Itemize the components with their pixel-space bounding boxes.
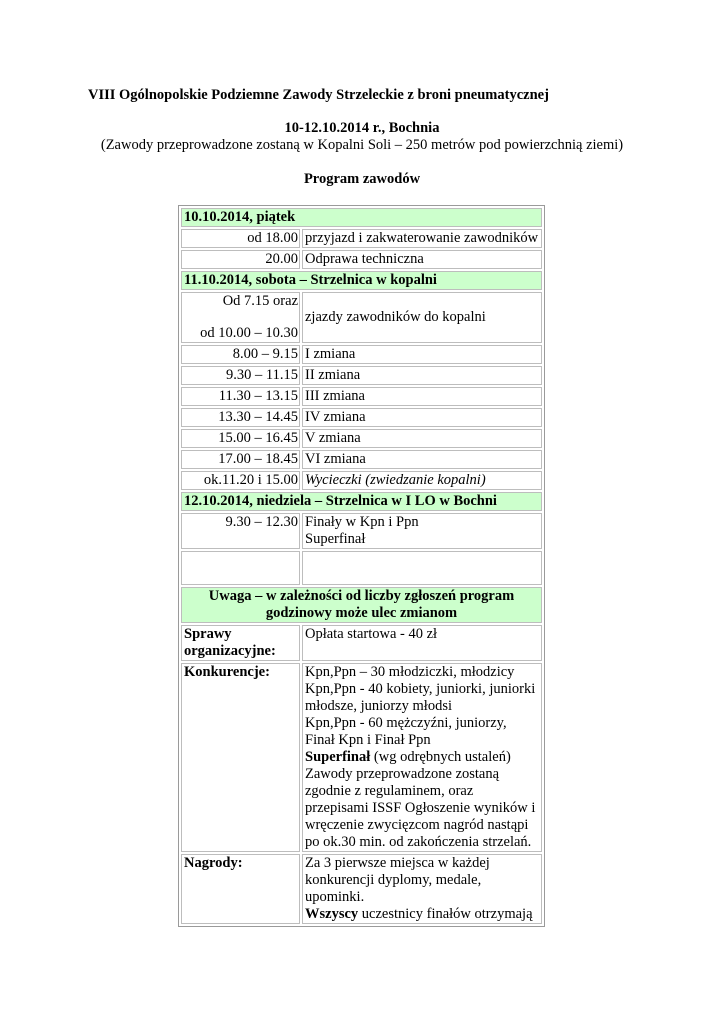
schedule-table: [178, 205, 545, 927]
awards-line: [305, 906, 540, 923]
superfinal-label: Superfinał: [305, 749, 371, 765]
description-cell: V zmiana: [302, 429, 542, 448]
table-row: [181, 625, 542, 661]
description-cell: Wycieczki (zwiedzanie kopalni): [302, 471, 542, 490]
description-line: Finały w Kpn i Ppn: [305, 514, 419, 530]
superfinal-line: [305, 749, 540, 766]
time-cell: 9.30 – 12.30: [181, 513, 300, 549]
description-cell: VI zmiana: [302, 450, 542, 469]
competition-line: Kpn,Ppn – 30 młodziczki, młodzicy: [305, 664, 515, 680]
empty-cell: [302, 551, 542, 585]
time-cell: 15.00 – 16.45: [181, 429, 300, 448]
time-cell: 9.30 – 11.15: [181, 366, 300, 385]
description-cell: zjazdy zawodników do kopalni: [302, 292, 542, 343]
description-cell: II zmiana: [302, 366, 542, 385]
description-cell: [302, 513, 542, 549]
competition-line: Kpn,Ppn - 60 mężczyźni, juniorzy,: [305, 715, 507, 731]
time-cell: 8.00 – 9.15: [181, 345, 300, 364]
day3-header: 12.10.2014, niedziela – Strzelnica w I LO w Bochni: [181, 492, 542, 511]
time-cell: 17.00 – 18.45: [181, 450, 300, 469]
table-row: [181, 854, 542, 924]
notice-row: [181, 587, 542, 623]
superfinal-note: (wg odrębnych ustaleń): [370, 749, 511, 765]
time-cell: 20.00: [181, 250, 300, 269]
program-title: Program zawodów: [303, 171, 421, 187]
awards-label: Nagrody:: [181, 854, 300, 924]
day-header-row: [181, 271, 542, 290]
empty-cell: [181, 551, 300, 585]
awards-line: Za 3 pierwsze miejsca w każdej konkurencji dyplomy, medale, upominki.: [305, 855, 490, 905]
org-value: Opłata startowa - 40 zł: [302, 625, 542, 661]
time-line: Od 7.15 oraz: [222, 293, 298, 309]
competition-line: Finał Kpn i Finał Ppn: [305, 732, 431, 748]
description-cell: IV zmiana: [302, 408, 542, 427]
awards-emphasis: Wszyscy: [305, 906, 359, 922]
day2-header: 11.10.2014, sobota – Strzelnica w kopalni: [181, 271, 542, 290]
table-row: [181, 429, 542, 448]
description-line: Superfinał: [305, 531, 366, 547]
time-line: od 10.00 – 10.30: [200, 325, 298, 341]
description-cell: I zmiana: [302, 345, 542, 364]
time-cell: 13.30 – 14.45: [181, 408, 300, 427]
competition-line: Kpn,Ppn - 40 kobiety, juniorki, juniorki młodsze, juniorzy młodsi: [305, 681, 536, 714]
table-row: [181, 663, 542, 852]
description-cell: Odprawa techniczna: [302, 250, 542, 269]
table-row: [181, 250, 542, 269]
schedule-notice: Uwaga – w zależności od liczby zgłoszeń program godzinowy może ulec zmianom: [181, 587, 542, 623]
table-row: [181, 292, 542, 343]
org-label: Sprawy organizacyjne:: [181, 625, 300, 661]
time-cell: [181, 292, 300, 343]
description-cell: III zmiana: [302, 387, 542, 406]
table-row: [181, 408, 542, 427]
awards-value: [302, 854, 542, 924]
day-header-row: [181, 492, 542, 511]
time-cell: od 18.00: [181, 229, 300, 248]
event-note: (Zawody przeprowadzone zostaną w Kopalni Soli – 250 metrów pod powierzchnią ziemi): [100, 137, 624, 153]
event-dates: 10-12.10.2014 r., Bochnia: [284, 120, 440, 136]
competitions-value: [302, 663, 542, 852]
description-cell: przyjazd i zakwaterowanie zawodników: [302, 229, 542, 248]
day1-header: 10.10.2014, piątek: [181, 208, 542, 227]
empty-row: [181, 551, 542, 585]
table-row: [181, 450, 542, 469]
table-row: [181, 366, 542, 385]
document-title: VIII Ogólnopolskie Podziemne Zawody Strzeleckie z broni pneumatycznej: [88, 87, 549, 103]
day-header-row: [181, 208, 542, 227]
table-row: [181, 229, 542, 248]
time-cell: 11.30 – 13.15: [181, 387, 300, 406]
competitions-label: Konkurencje:: [181, 663, 300, 852]
table-row: [181, 387, 542, 406]
table-row: [181, 345, 542, 364]
time-cell: ok.11.20 i 15.00: [181, 471, 300, 490]
awards-rest: uczestnicy finałów otrzymają: [358, 906, 533, 922]
table-row: [181, 471, 542, 490]
table-row: [181, 513, 542, 549]
competition-rules: Zawody przeprowadzone zostaną zgodnie z regulaminem, oraz przepisami ISSF Ogłoszenie wyników i wręczenie zwycięzcom nagród nastąpi po ok.30 min. od zakończenia strzelań.: [305, 766, 536, 850]
